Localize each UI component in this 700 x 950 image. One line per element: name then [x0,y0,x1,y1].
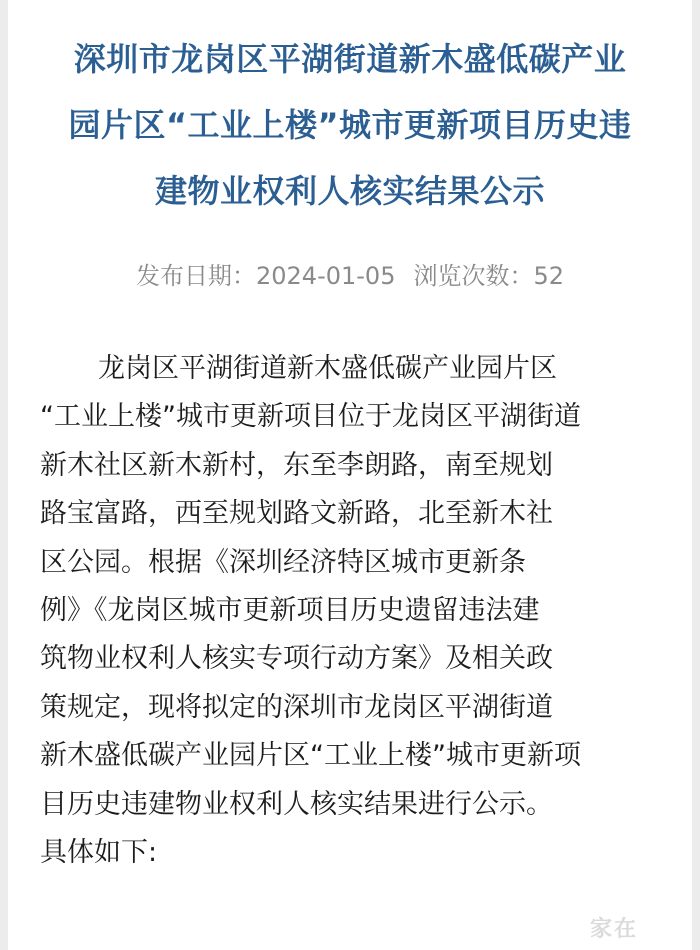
views-label: 浏览次数： [413,262,534,290]
right-page-edge [692,0,700,950]
views-count: 52 [533,262,565,290]
left-page-edge [0,0,8,950]
body-line: “工业上楼”城市更新项目位于龙岗区平湖街道 [40,401,581,433]
publish-date-label: 发布日期： [135,262,256,290]
article-body [40,345,680,877]
body-line: 龙岗区平湖街道新木盛低碳产业园片区 [98,353,557,384]
body-line: 区公园。根据《深圳经济特区城市更新条 [40,546,526,578]
body-line: 筑物业权利人核实专项行动方案》及相关政 [40,643,553,675]
article-title-line: 园片区“工业上楼”城市更新项目历史违 [68,106,632,144]
article-meta [8,256,692,296]
site-watermark: 家在 [590,917,639,942]
article-title-line: 深圳市龙岗区平湖街道新木盛低碳产业 [73,40,627,78]
article-content [8,0,692,950]
article-title-line: 建物业权利人核实结果公示 [154,172,545,210]
body-line: 策规定，现将拟定的深圳市龙岗区平湖街道 [40,691,553,723]
body-line: 路宝富路，西至规划路文新路，北至新木社 [40,498,553,530]
body-line: 新木社区新木新村，东至李朗路，南至规划 [40,449,553,481]
publish-date: 2024-01-05 [255,262,396,290]
body-line: 例》《龙岗区城市更新项目历史遗留违法建 [40,595,540,627]
article-title [38,26,662,224]
body-line: 具体如下: [40,837,158,869]
body-line: 新木盛低碳产业园片区“工业上楼”城市更新项 [40,740,581,772]
body-line: 目历史违建物业权利人核实结果进行公示。 [40,788,553,820]
